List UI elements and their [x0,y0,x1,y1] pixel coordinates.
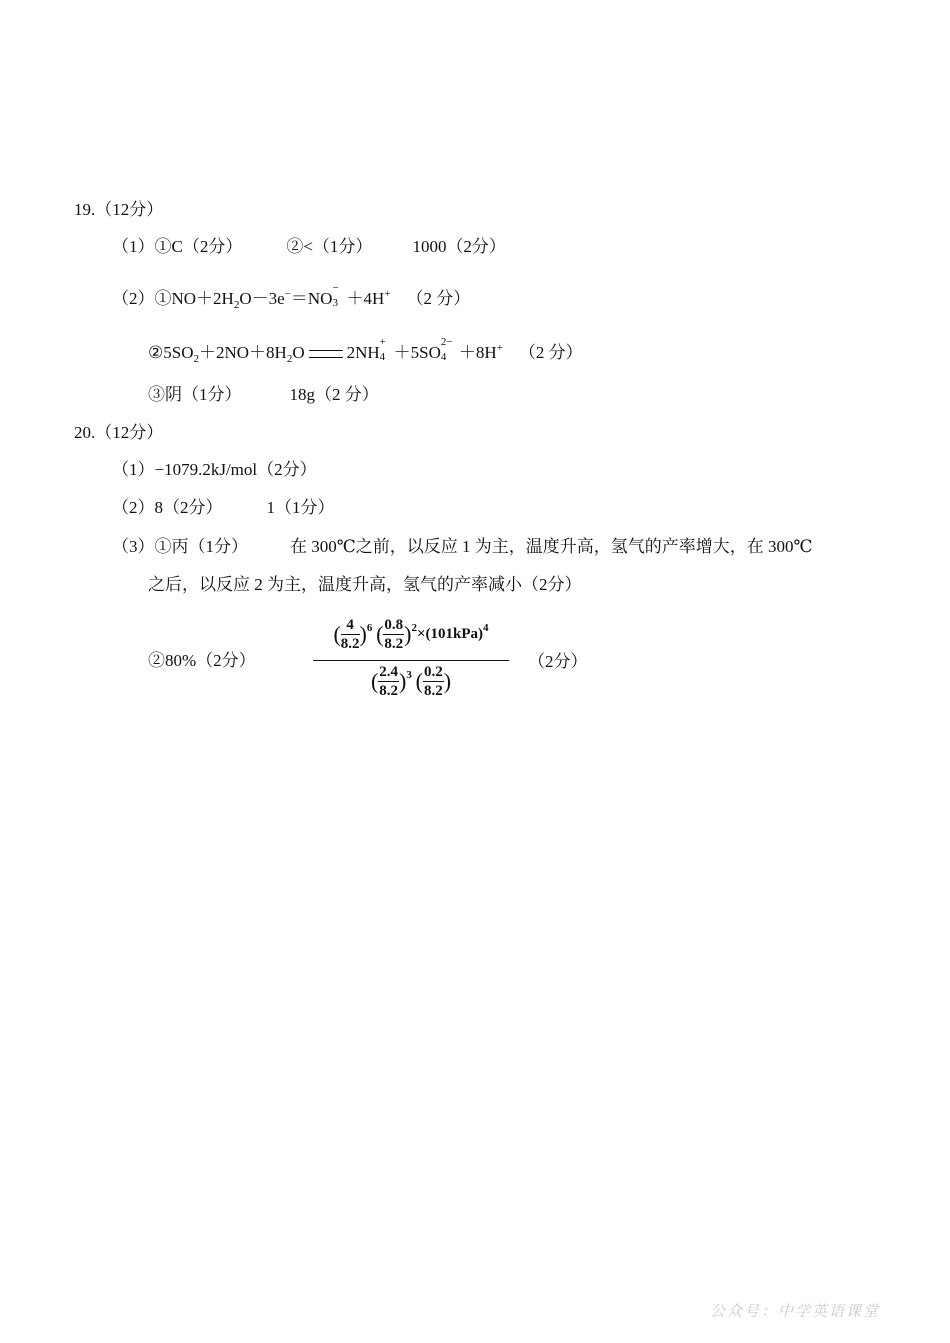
eq2-seg: 2NH [346,343,380,362]
eq1-sup: − [332,282,339,294]
q20-part3-line2: 之后，以反应 2 为主，温度升高，氢气的产率减小（2分） [148,575,582,594]
eq2-seg: O [292,343,305,362]
q20-header: 20.（12分） [74,423,164,442]
q19-part1-answer-c: 1000（2分） [412,237,506,256]
eq1-sup: + [384,288,391,300]
formula-denominator [313,663,509,707]
eq2-sub: 4 [379,351,386,363]
fraction [341,616,360,653]
eq1-sup: − [284,288,291,300]
exponent: 6 [366,621,373,634]
fraction-num: 4 [341,616,360,635]
paren: ) [399,668,407,694]
eq2-seg: ＋5SO [393,343,441,362]
eq1-seg: ＋4H [346,289,385,308]
q19-part1-label: （1） [112,237,155,256]
paren: ( [415,668,423,694]
eq2-score: （2 分） [518,343,583,362]
q20-part3-line1 [112,536,813,558]
q19-line3-b: 18g（2 分） [289,385,379,404]
footer-watermark: 公众号：中学英语课堂 [709,1304,880,1320]
formula-score: （2分） [528,652,588,671]
eq1-score: （2 分） [406,289,471,308]
eq2-sub: 4 [440,351,447,363]
eq2-supsub [440,336,459,363]
paren: ( [370,668,379,694]
q19-line3-a: ③阴（1分） [148,385,242,404]
formula-times: ×(101kPa) [417,626,484,642]
equilibrium-constant-formula [313,616,509,707]
paren: ) [359,621,367,647]
fraction-num: 0.2 [423,664,443,680]
q19-part2-equation1 [112,283,470,316]
equals-sign [309,350,343,358]
eq1-seg: ①NO＋2H [154,289,234,308]
fraction [383,616,404,653]
fraction-den: 8.2 [423,683,443,699]
eq2-seg: ＋2NO＋8H [198,343,287,362]
q20-part2-b: 1（1分） [266,498,335,517]
paren: ( [333,621,341,647]
q19-part1 [112,236,506,258]
fraction [423,663,444,700]
formula-main-bar [313,660,509,661]
eq2-sup: 2− [440,336,453,348]
q19-part2-label: （2） [112,289,155,308]
fraction-num: 0.8 [384,617,404,633]
eq2-sup: + [379,336,386,348]
fraction-den: 8.2 [384,636,404,652]
eq2-supsub [379,336,394,363]
eq1-sub: 3 [332,297,338,309]
q20-part3-answer1: （3）①丙（1分） [112,537,248,556]
eq1-seg: O－3e [239,289,285,308]
eq1-supsub [332,282,346,309]
fraction [378,663,399,700]
paren: ) [404,621,412,647]
eq1-seg: ＝NO [290,289,333,308]
eq2-sub: 2 [193,353,199,365]
q20-part3-explanation: 在 300℃之前，以反应 1 为主，温度升高，氢气的产率增大，在 300℃ [290,537,813,556]
paren: ( [376,621,384,647]
formula-numerator [313,616,509,660]
exponent: 3 [406,668,412,681]
eq2-sub: 2 [286,353,293,365]
q19-part1-answer-a: ①C（2分） [154,237,243,256]
q19-part2-line3 [148,384,379,406]
exponent: 4 [483,621,489,634]
eq2-seg: ②5SO [148,343,194,362]
paren: ) [443,668,452,694]
q20-part2 [112,497,335,519]
q20-part3-answer2: ②80%（2分） [148,651,256,670]
fraction-den: 8.2 [340,636,360,652]
fraction-den: 8.2 [379,683,399,699]
q19-part1-answer-b: ②<（1分） [286,237,373,256]
eq2-sup: + [496,342,503,354]
q20-part2-a: （2）8（2分） [112,498,223,517]
q19-part2-equation2 [148,337,583,370]
q20-part1: （1）−1079.2kJ/mol（2分） [112,460,317,479]
eq1-sub: 2 [233,299,240,311]
fraction-num: 2.4 [379,664,399,680]
eq2-seg: ＋8H [458,343,497,362]
q19-header: 19.（12分） [74,200,164,219]
exponent: 2 [411,621,417,634]
